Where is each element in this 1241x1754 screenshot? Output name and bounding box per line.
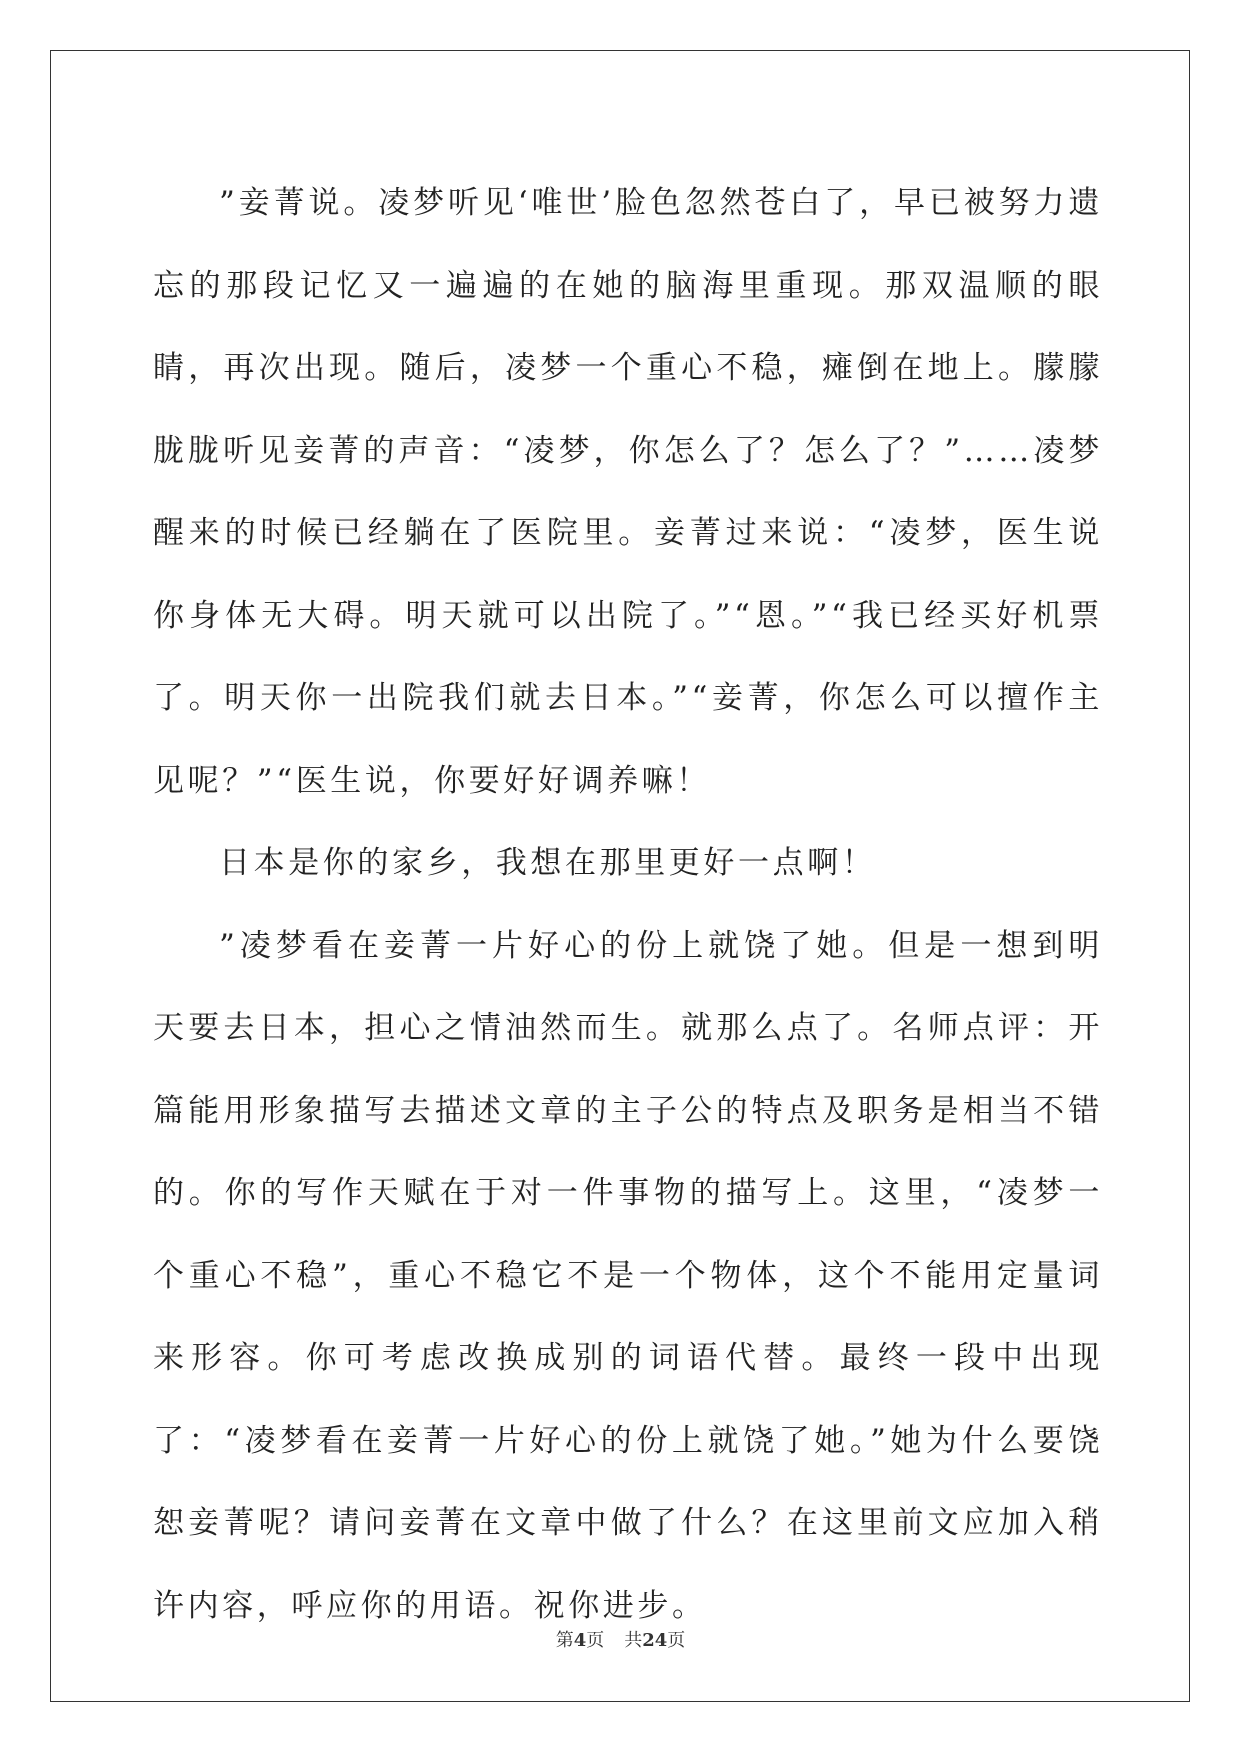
- page-number: 4: [573, 1630, 587, 1651]
- total-suffix: 页: [667, 1630, 686, 1651]
- total-prefix: 共: [624, 1630, 643, 1651]
- paragraph-2: 日本是你的家乡，我想在那里更好一点啊！: [219, 845, 877, 881]
- paragraph-1: ”妾菁说。凌梦听见‘唯世’脸色忽然苍白了，早已被努力遗忘的那段记忆又一遍遍的在她的脑海里重现。那双温顺的眼睛，再次出现。随后，凌梦一个重心不稳，瘫倒在地上。朦朦胧胧听见妾菁的声音：“凌梦，你怎么了？怎么了？”……凌梦醒来的时候已经躺在了医院里。妾菁过来说：“凌梦，医生说你身体无大碍。明天就可以出院了。”“恩。”“我已经买好机票了。明天你一出院我们就去日本。”“妾菁，你怎么可以擅作主见呢？”“医生说，你要好好调养嘛！: [153, 185, 1103, 799]
- total-pages: 24: [642, 1630, 668, 1651]
- page-prefix: 第: [555, 1630, 574, 1651]
- page-suffix: 页: [586, 1630, 605, 1651]
- page-footer: [0, 1626, 1241, 1652]
- paragraph-3: ”凌梦看在妾菁一片好心的份上就饶了她。但是一想到明天要去日本，担心之情油然而生。就那么点了。名师点评：开篇能用形象描写去描述文章的主子公的特点及职务是相当不错的。你的写作天赋在于对一件事物的描写上。这里，“凌梦一个重心不稳”，重心不稳它不是一个物体，这个不能用定量词来形容。你可考虑改换成别的词语代替。最终一段中出现了：“凌梦看在妾菁一片好心的份上就饶了她。”她为什么要饶恕妾菁呢？请问妾菁在文章中做了什么？在这里前文应加入稍许内容，呼应你的用语。祝你进步。: [153, 927, 1103, 1624]
- document-body: [153, 162, 1103, 1647]
